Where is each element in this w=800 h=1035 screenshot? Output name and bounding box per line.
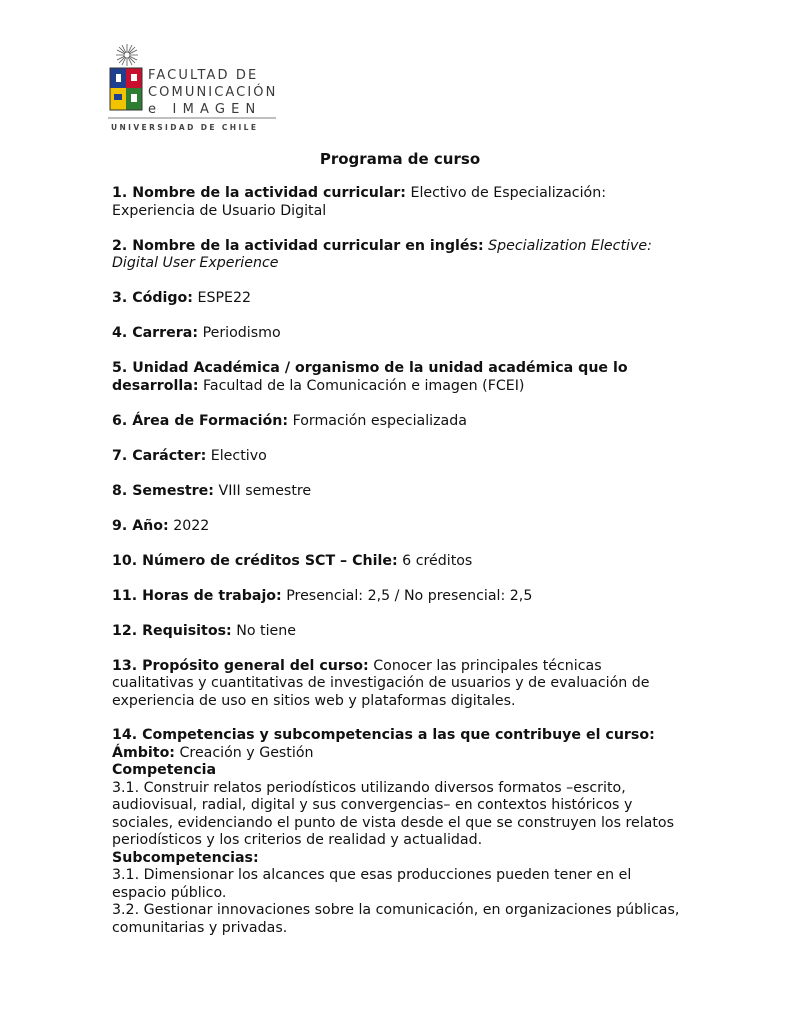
item-3: [112, 290, 682, 308]
item-2: [112, 238, 657, 273]
item-10: [112, 553, 682, 571]
item-value: Formación especializada: [292, 412, 467, 429]
item-5: [112, 360, 637, 395]
item-label: 7. Carácter:: [112, 447, 207, 464]
item-label: 11. Horas de trabajo:: [112, 587, 282, 604]
shield-icon: [110, 68, 142, 110]
page-title: Programa de curso: [319, 150, 481, 168]
item-value: Presencial: 2,5 / No presencial: 2,5: [286, 587, 533, 604]
logo-line-1: FACULTAD DE: [148, 68, 259, 83]
logo-wordmark: [148, 67, 277, 118]
item-value: VIII semestre: [218, 482, 312, 499]
item-label: 8. Semestre:: [112, 482, 214, 499]
item-value: 2022: [173, 517, 210, 534]
item-value: Specialization Elective: Digital User Experience: [112, 237, 652, 271]
item-label: 10. Número de créditos SCT – Chile:: [112, 552, 398, 569]
competencia-text: 3.1. Construir relatos periodísticos utilizando diversos formatos –escrito, audiovisual, radial, digital y sus convergencias– en contextos históricos y sociales, evidenciando el punto de vista desde el que se construyen los relatos periodísticos y los criterios de realidad y actualidad.: [112, 779, 675, 848]
item-label: 9. Año:: [112, 517, 169, 534]
item-label: 4. Carrera:: [112, 325, 199, 341]
item-value: Facultad de la Comunicación e imagen (FCEI): [203, 377, 525, 394]
item-label: 3. Código:: [112, 290, 193, 306]
item-12: [112, 623, 682, 641]
item-label: 13. Propósito general del curso:: [112, 657, 369, 674]
course-program-body: [112, 185, 682, 728]
section-14-heading: 14. Competencias y subcompetencias a las que contribuye el curso:: [112, 727, 655, 743]
item-value: Conocer las principales técnicas cualitativas y cuantitativas de investigación de usuarios y de evaluación de experiencia de uso en sitios web y plataformas digitales.: [112, 657, 650, 709]
item-8: [112, 483, 682, 501]
section-14: [112, 727, 692, 937]
item-1: [112, 185, 612, 220]
subcompetencia-1: 3.1. Dimensionar los alcances que esas producciones pueden tener en el espacio público.: [112, 867, 632, 901]
item-13: [112, 658, 660, 711]
item-value: ESPE22: [197, 290, 252, 306]
item-label: 5. Unidad Académica / organismo de la unidad académica que lo desarrolla:: [112, 360, 628, 394]
item-value: Electivo: [210, 447, 267, 464]
item-label: 12. Requisitos:: [112, 622, 232, 639]
ambito-line: [112, 745, 692, 763]
subcompetencias-heading: Subcompetencias:: [112, 849, 259, 866]
item-label: 1. Nombre de la actividad curricular:: [112, 185, 406, 201]
subcompetencia-2: 3.2. Gestionar innovaciones sobre la comunicación, en organizaciones públicas, comunitarias y privadas.: [112, 902, 680, 936]
item-label: 6. Área de Formación:: [112, 412, 289, 429]
item-value: Periodismo: [202, 325, 281, 341]
item-label: 2. Nombre de la actividad curricular en inglés:: [112, 237, 484, 254]
logo-line-3: e IMAGEN: [148, 102, 262, 117]
ambito-label: Ámbito:: [112, 744, 175, 761]
item-9: [112, 518, 682, 536]
logo-line-2: COMUNICACIÓN: [148, 85, 278, 100]
item-value: No tiene: [236, 622, 296, 639]
item-value: 6 créditos: [402, 552, 473, 569]
item-value: Electivo de Especialización: Experiencia de Usuario Digital: [112, 185, 606, 219]
item-7: [112, 448, 682, 466]
ambito-value: Creación y Gestión: [179, 744, 314, 761]
sun-emblem-icon: [116, 44, 138, 66]
item-11: [112, 588, 682, 606]
item-6: [112, 413, 682, 431]
competencia-heading: Competencia: [112, 762, 217, 778]
logo-university: UNIVERSIDAD DE CHILE: [111, 123, 259, 132]
item-4: [112, 325, 682, 343]
